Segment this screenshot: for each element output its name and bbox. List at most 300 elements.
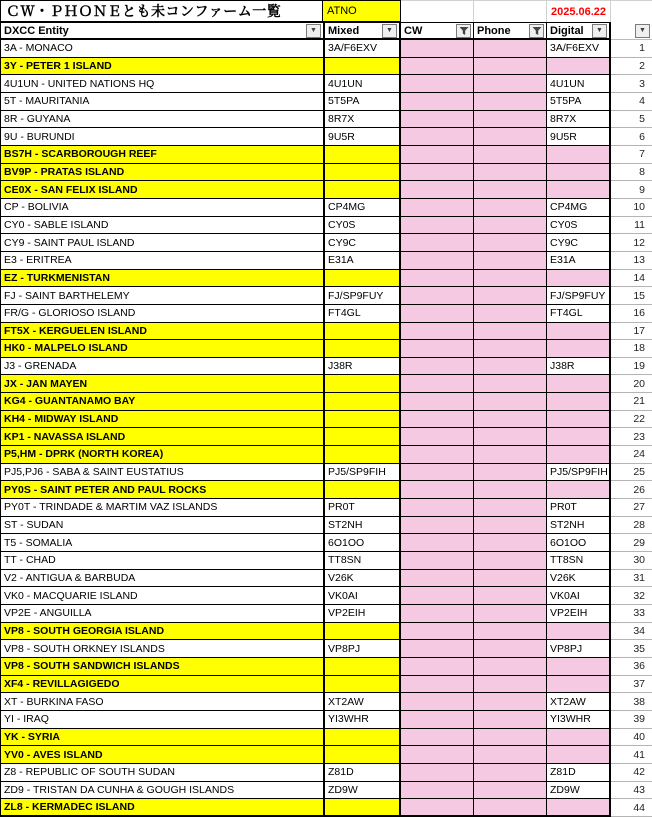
phone-cell[interactable] — [474, 305, 547, 323]
digital-cell[interactable]: PJ5/SP9FIH — [547, 464, 611, 482]
digital-cell[interactable]: XT2AW — [547, 693, 611, 711]
row-number[interactable]: 23 — [611, 428, 652, 446]
phone-cell[interactable] — [474, 252, 547, 270]
row-number[interactable]: 8 — [611, 164, 652, 182]
cw-cell[interactable] — [401, 587, 474, 605]
entity-cell[interactable]: CY0 - SABLE ISLAND — [0, 217, 323, 235]
row-number[interactable]: 11 — [611, 217, 652, 235]
mixed-cell[interactable] — [323, 623, 401, 641]
cw-cell[interactable] — [401, 375, 474, 393]
phone-cell[interactable] — [474, 411, 547, 429]
row-number[interactable]: 17 — [611, 323, 652, 341]
mixed-cell[interactable]: CY0S — [323, 217, 401, 235]
entity-cell[interactable]: KP1 - NAVASSA ISLAND — [0, 428, 323, 446]
table-row — [0, 693, 652, 711]
row-number[interactable]: 6 — [611, 128, 652, 146]
digital-cell[interactable] — [547, 181, 611, 199]
phone-cell[interactable] — [474, 199, 547, 217]
entity-cell[interactable]: BS7H - SCARBOROUGH REEF — [0, 146, 323, 164]
mixed-cell[interactable]: 3A/F6EXV — [323, 40, 401, 58]
mixed-cell[interactable] — [323, 428, 401, 446]
digital-cell[interactable] — [547, 676, 611, 694]
entity-cell[interactable]: PY0S - SAINT PETER AND PAUL ROCKS — [0, 481, 323, 499]
mixed-cell[interactable]: TT8SN — [323, 552, 401, 570]
phone-cell[interactable] — [474, 287, 547, 305]
entity-cell[interactable]: VP2E - ANGUILLA — [0, 605, 323, 623]
row-number[interactable]: 15 — [611, 287, 652, 305]
mixed-cell[interactable] — [323, 323, 401, 341]
row-number[interactable]: 4 — [611, 93, 652, 111]
phone-cell[interactable] — [474, 517, 547, 535]
phone-cell[interactable] — [474, 693, 547, 711]
column-header-dxcc-entity[interactable] — [0, 22, 323, 40]
cw-cell[interactable] — [401, 782, 474, 800]
digital-cell[interactable]: VK0AI — [547, 587, 611, 605]
entity-cell[interactable]: VK0 - MACQUARIE ISLAND — [0, 587, 323, 605]
cw-cell[interactable] — [401, 693, 474, 711]
cw-cell[interactable] — [401, 199, 474, 217]
mixed-cell[interactable]: YI3WHR — [323, 711, 401, 729]
cw-cell[interactable] — [401, 552, 474, 570]
phone-cell[interactable] — [474, 711, 547, 729]
digital-cell[interactable]: CY9C — [547, 234, 611, 252]
entity-cell[interactable]: VP8 - SOUTH GEORGIA ISLAND — [0, 623, 323, 641]
cw-cell[interactable] — [401, 605, 474, 623]
digital-cell[interactable] — [547, 323, 611, 341]
row-number[interactable]: 22 — [611, 411, 652, 429]
mixed-cell[interactable] — [323, 164, 401, 182]
digital-cell[interactable]: Z81D — [547, 764, 611, 782]
cw-cell[interactable] — [401, 40, 474, 58]
row-number[interactable]: 41 — [611, 746, 652, 764]
phone-cell[interactable] — [474, 658, 547, 676]
entity-cell[interactable]: 5T - MAURITANIA — [0, 93, 323, 111]
digital-cell[interactable]: 4U1UN — [547, 75, 611, 93]
phone-cell[interactable] — [474, 375, 547, 393]
phone-cell[interactable] — [474, 570, 547, 588]
row-number[interactable]: 30 — [611, 552, 652, 570]
cw-cell[interactable] — [401, 676, 474, 694]
cw-cell[interactable] — [401, 75, 474, 93]
row-number[interactable]: 29 — [611, 534, 652, 552]
mixed-cell[interactable]: V26K — [323, 570, 401, 588]
digital-cell[interactable]: CP4MG — [547, 199, 611, 217]
cw-cell[interactable] — [401, 146, 474, 164]
digital-cell[interactable] — [547, 428, 611, 446]
mixed-cell[interactable]: 9U5R — [323, 128, 401, 146]
mixed-cell[interactable] — [323, 799, 401, 817]
phone-cell[interactable] — [474, 534, 547, 552]
row-number[interactable]: 3 — [611, 75, 652, 93]
digital-cell[interactable] — [547, 411, 611, 429]
digital-cell[interactable] — [547, 729, 611, 747]
mixed-cell[interactable]: J38R — [323, 358, 401, 376]
phone-cell[interactable] — [474, 128, 547, 146]
filter-dropdown-button[interactable] — [635, 24, 650, 38]
table-row — [0, 746, 652, 764]
mixed-cell[interactable]: ST2NH — [323, 517, 401, 535]
cw-cell[interactable] — [401, 217, 474, 235]
cw-cell[interactable] — [401, 58, 474, 76]
mixed-cell[interactable]: VP8PJ — [323, 640, 401, 658]
digital-cell[interactable]: ST2NH — [547, 517, 611, 535]
digital-cell[interactable]: PR0T — [547, 499, 611, 517]
phone-cell[interactable] — [474, 623, 547, 641]
row-number[interactable]: 10 — [611, 199, 652, 217]
table-row — [0, 640, 652, 658]
row-number[interactable]: 44 — [611, 799, 652, 817]
phone-cell[interactable] — [474, 481, 547, 499]
column-header-digital[interactable] — [547, 22, 611, 40]
digital-cell[interactable] — [547, 799, 611, 817]
cw-cell[interactable] — [401, 764, 474, 782]
digital-cell[interactable]: E31A — [547, 252, 611, 270]
digital-cell[interactable] — [547, 164, 611, 182]
blank-cell[interactable] — [474, 0, 547, 22]
mixed-cell[interactable]: ZD9W — [323, 782, 401, 800]
phone-cell[interactable] — [474, 234, 547, 252]
entity-cell[interactable]: CY9 - SAINT PAUL ISLAND — [0, 234, 323, 252]
phone-cell[interactable] — [474, 446, 547, 464]
column-header-cw[interactable] — [401, 22, 474, 40]
row-number[interactable]: 5 — [611, 111, 652, 129]
entity-cell[interactable]: 3Y - PETER 1 ISLAND — [0, 58, 323, 76]
entity-cell[interactable]: KH4 - MIDWAY ISLAND — [0, 411, 323, 429]
row-number[interactable]: 14 — [611, 270, 652, 288]
entity-cell[interactable]: V2 - ANTIGUA & BARBUDA — [0, 570, 323, 588]
cw-cell[interactable] — [401, 711, 474, 729]
row-number[interactable]: 38 — [611, 693, 652, 711]
phone-cell[interactable] — [474, 93, 547, 111]
entity-cell[interactable]: BV9P - PRATAS ISLAND — [0, 164, 323, 182]
phone-cell[interactable] — [474, 799, 547, 817]
row-number[interactable]: 9 — [611, 181, 652, 199]
phone-cell[interactable] — [474, 499, 547, 517]
filter-funnel-button[interactable] — [456, 24, 471, 38]
table-row — [0, 711, 652, 729]
table-row — [0, 340, 652, 358]
row-number[interactable]: 18 — [611, 340, 652, 358]
entity-cell[interactable]: T5 - SOMALIA — [0, 534, 323, 552]
digital-cell[interactable] — [547, 340, 611, 358]
blank-cell[interactable] — [401, 0, 474, 22]
mixed-cell[interactable] — [323, 146, 401, 164]
row-number[interactable]: 42 — [611, 764, 652, 782]
row-number[interactable]: 32 — [611, 587, 652, 605]
mixed-cell[interactable] — [323, 411, 401, 429]
row-number[interactable]: 28 — [611, 517, 652, 535]
cw-cell[interactable] — [401, 323, 474, 341]
entity-cell[interactable]: E3 - ERITREA — [0, 252, 323, 270]
phone-cell[interactable] — [474, 393, 547, 411]
phone-cell[interactable] — [474, 587, 547, 605]
row-number[interactable]: 43 — [611, 782, 652, 800]
row-number[interactable]: 25 — [611, 464, 652, 482]
cw-cell[interactable] — [401, 428, 474, 446]
entity-cell[interactable]: ZD9 - TRISTAN DA CUNHA & GOUGH ISLANDS — [0, 782, 323, 800]
phone-cell[interactable] — [474, 746, 547, 764]
cw-cell[interactable] — [401, 746, 474, 764]
mixed-cell[interactable] — [323, 746, 401, 764]
entity-cell[interactable]: KG4 - GUANTANAMO BAY — [0, 393, 323, 411]
mixed-cell[interactable]: 4U1UN — [323, 75, 401, 93]
digital-cell[interactable] — [547, 481, 611, 499]
table-body — [0, 40, 652, 817]
mixed-cell[interactable]: PJ5/SP9FIH — [323, 464, 401, 482]
filter-dropdown-button[interactable] — [306, 24, 321, 38]
table-row — [0, 146, 652, 164]
entity-cell[interactable]: VP8 - SOUTH SANDWICH ISLANDS — [0, 658, 323, 676]
entity-cell[interactable]: EZ - TURKMENISTAN — [0, 270, 323, 288]
row-number[interactable]: 31 — [611, 570, 652, 588]
entity-cell[interactable]: Z8 - REPUBLIC OF SOUTH SUDAN — [0, 764, 323, 782]
row-number[interactable]: 27 — [611, 499, 652, 517]
phone-cell[interactable] — [474, 764, 547, 782]
mixed-cell[interactable] — [323, 270, 401, 288]
cw-cell[interactable] — [401, 93, 474, 111]
table-row — [0, 58, 652, 76]
mixed-cell[interactable]: CP4MG — [323, 199, 401, 217]
table-row — [0, 623, 652, 641]
entity-cell[interactable]: ST - SUDAN — [0, 517, 323, 535]
mixed-cell[interactable]: PR0T — [323, 499, 401, 517]
cw-cell[interactable] — [401, 181, 474, 199]
entity-cell[interactable]: YK - SYRIA — [0, 729, 323, 747]
table-row — [0, 411, 652, 429]
column-header-phone[interactable] — [474, 22, 547, 40]
phone-cell[interactable] — [474, 552, 547, 570]
row-number[interactable]: 16 — [611, 305, 652, 323]
entity-cell[interactable]: CP - BOLIVIA — [0, 199, 323, 217]
phone-cell[interactable] — [474, 464, 547, 482]
mixed-cell[interactable]: CY9C — [323, 234, 401, 252]
cw-cell[interactable] — [401, 305, 474, 323]
cw-cell[interactable] — [401, 234, 474, 252]
digital-cell[interactable]: 8R7X — [547, 111, 611, 129]
mixed-cell[interactable] — [323, 375, 401, 393]
chevron-down-icon: ▼ — [386, 27, 393, 34]
digital-cell[interactable]: 3A/F6EXV — [547, 40, 611, 58]
entity-cell[interactable]: FR/G - GLORIOSO ISLAND — [0, 305, 323, 323]
entity-cell[interactable]: 3A - MONACO — [0, 40, 323, 58]
filter-dropdown-button[interactable] — [592, 24, 607, 38]
table-row — [0, 446, 652, 464]
digital-cell[interactable] — [547, 270, 611, 288]
mixed-cell[interactable] — [323, 658, 401, 676]
phone-cell[interactable] — [474, 111, 547, 129]
mixed-cell[interactable]: XT2AW — [323, 693, 401, 711]
cw-cell[interactable] — [401, 446, 474, 464]
table-row — [0, 75, 652, 93]
mixed-cell[interactable]: 8R7X — [323, 111, 401, 129]
row-number[interactable]: 2 — [611, 58, 652, 76]
mixed-cell[interactable]: VK0AI — [323, 587, 401, 605]
digital-cell[interactable] — [547, 375, 611, 393]
page-title: ＣＷ・ＰＨＯＮＥとも未コンファーム一覧 — [0, 0, 323, 22]
digital-cell[interactable]: 9U5R — [547, 128, 611, 146]
entity-cell[interactable]: 8R - GUYANA — [0, 111, 323, 129]
mixed-cell[interactable] — [323, 181, 401, 199]
mixed-cell[interactable]: 6O1OO — [323, 534, 401, 552]
cw-cell[interactable] — [401, 729, 474, 747]
filter-dropdown-button[interactable] — [382, 24, 397, 38]
cw-cell[interactable] — [401, 464, 474, 482]
mixed-cell[interactable]: FJ/SP9FUY — [323, 287, 401, 305]
phone-cell[interactable] — [474, 58, 547, 76]
cw-cell[interactable] — [401, 340, 474, 358]
mixed-cell[interactable]: 5T5PA — [323, 93, 401, 111]
row-number[interactable]: 1 — [611, 40, 652, 58]
row-number[interactable]: 7 — [611, 146, 652, 164]
entity-cell[interactable]: FJ - SAINT BARTHELEMY — [0, 287, 323, 305]
atno-label-cell[interactable]: ATNO — [323, 0, 401, 22]
table-row — [0, 499, 652, 517]
digital-cell[interactable] — [547, 393, 611, 411]
mixed-cell[interactable] — [323, 729, 401, 747]
phone-cell[interactable] — [474, 217, 547, 235]
phone-cell[interactable] — [474, 181, 547, 199]
row-number[interactable]: 13 — [611, 252, 652, 270]
cw-cell[interactable] — [401, 799, 474, 817]
row-number[interactable]: 36 — [611, 658, 652, 676]
digital-cell[interactable] — [547, 146, 611, 164]
digital-cell[interactable]: CY0S — [547, 217, 611, 235]
digital-cell[interactable]: VP8PJ — [547, 640, 611, 658]
row-number[interactable]: 37 — [611, 676, 652, 694]
entity-cell[interactable]: ZL8 - KERMADEC ISLAND — [0, 799, 323, 817]
entity-cell[interactable]: J3 - GRENADA — [0, 358, 323, 376]
row-number[interactable]: 40 — [611, 729, 652, 747]
digital-cell[interactable]: TT8SN — [547, 552, 611, 570]
row-number[interactable]: 21 — [611, 393, 652, 411]
entity-cell[interactable]: 4U1UN - UNITED NATIONS HQ — [0, 75, 323, 93]
entity-cell[interactable]: PY0T - TRINDADE & MARTIM VAZ ISLANDS — [0, 499, 323, 517]
row-number[interactable]: 19 — [611, 358, 652, 376]
digital-cell[interactable]: 6O1OO — [547, 534, 611, 552]
phone-cell[interactable] — [474, 146, 547, 164]
column-header-rownum[interactable] — [611, 22, 652, 40]
entity-cell[interactable]: YI - IRAQ — [0, 711, 323, 729]
digital-cell[interactable] — [547, 446, 611, 464]
mixed-cell[interactable] — [323, 393, 401, 411]
row-number[interactable]: 12 — [611, 234, 652, 252]
phone-cell[interactable] — [474, 729, 547, 747]
cw-cell[interactable] — [401, 534, 474, 552]
column-header-mixed[interactable] — [323, 22, 401, 40]
mixed-cell[interactable]: FT4GL — [323, 305, 401, 323]
cw-cell[interactable] — [401, 128, 474, 146]
row-number[interactable]: 26 — [611, 481, 652, 499]
filter-funnel-button[interactable] — [529, 24, 544, 38]
blank-cell[interactable] — [611, 0, 652, 22]
row-number[interactable]: 35 — [611, 640, 652, 658]
phone-cell[interactable] — [474, 340, 547, 358]
entity-cell[interactable]: JX - JAN MAYEN — [0, 375, 323, 393]
phone-cell[interactable] — [474, 676, 547, 694]
mixed-cell[interactable] — [323, 58, 401, 76]
cw-cell[interactable] — [401, 570, 474, 588]
mixed-cell[interactable] — [323, 481, 401, 499]
entity-cell[interactable]: XF4 - REVILLAGIGEDO — [0, 676, 323, 694]
cw-cell[interactable] — [401, 358, 474, 376]
digital-cell[interactable]: J38R — [547, 358, 611, 376]
chevron-down-icon: ▼ — [310, 27, 317, 34]
entity-cell[interactable]: XT - BURKINA FASO — [0, 693, 323, 711]
mixed-cell[interactable]: VP2EIH — [323, 605, 401, 623]
cw-cell[interactable] — [401, 393, 474, 411]
cw-cell[interactable] — [401, 499, 474, 517]
entity-cell[interactable]: PJ5,PJ6 - SABA & SAINT EUSTATIUS — [0, 464, 323, 482]
table-row — [0, 799, 652, 817]
digital-cell[interactable]: VP2EIH — [547, 605, 611, 623]
digital-cell[interactable] — [547, 746, 611, 764]
entity-cell[interactable]: CE0X - SAN FELIX ISLAND — [0, 181, 323, 199]
digital-cell[interactable] — [547, 623, 611, 641]
mixed-cell[interactable]: E31A — [323, 252, 401, 270]
entity-cell[interactable]: TT - CHAD — [0, 552, 323, 570]
cw-cell[interactable] — [401, 517, 474, 535]
phone-cell[interactable] — [474, 640, 547, 658]
mixed-cell[interactable] — [323, 340, 401, 358]
digital-cell[interactable]: 5T5PA — [547, 93, 611, 111]
cw-cell[interactable] — [401, 658, 474, 676]
entity-cell[interactable]: 9U - BURUNDI — [0, 128, 323, 146]
table-row — [0, 164, 652, 182]
phone-cell[interactable] — [474, 323, 547, 341]
digital-cell[interactable]: FT4GL — [547, 305, 611, 323]
phone-cell[interactable] — [474, 270, 547, 288]
digital-cell[interactable]: YI3WHR — [547, 711, 611, 729]
cw-cell[interactable] — [401, 481, 474, 499]
digital-cell[interactable]: ZD9W — [547, 782, 611, 800]
row-number[interactable]: 33 — [611, 605, 652, 623]
cw-cell[interactable] — [401, 623, 474, 641]
digital-cell[interactable] — [547, 658, 611, 676]
cw-cell[interactable] — [401, 111, 474, 129]
row-number[interactable]: 20 — [611, 375, 652, 393]
table-row — [0, 181, 652, 199]
cw-cell[interactable] — [401, 411, 474, 429]
phone-cell[interactable] — [474, 40, 547, 58]
mixed-cell[interactable]: Z81D — [323, 764, 401, 782]
table-row — [0, 375, 652, 393]
phone-cell[interactable] — [474, 782, 547, 800]
digital-cell[interactable] — [547, 58, 611, 76]
phone-cell[interactable] — [474, 75, 547, 93]
mixed-cell[interactable] — [323, 676, 401, 694]
entity-cell[interactable]: P5,HM - DPRK (NORTH KOREA) — [0, 446, 323, 464]
cw-cell[interactable] — [401, 287, 474, 305]
phone-cell[interactable] — [474, 164, 547, 182]
phone-cell[interactable] — [474, 428, 547, 446]
cw-cell[interactable] — [401, 164, 474, 182]
phone-cell[interactable] — [474, 605, 547, 623]
cw-cell[interactable] — [401, 252, 474, 270]
entity-cell[interactable]: HK0 - MALPELO ISLAND — [0, 340, 323, 358]
row-number[interactable]: 24 — [611, 446, 652, 464]
cw-cell[interactable] — [401, 270, 474, 288]
digital-cell[interactable]: FJ/SP9FUY — [547, 287, 611, 305]
digital-cell[interactable]: V26K — [547, 570, 611, 588]
entity-cell[interactable]: YV0 - AVES ISLAND — [0, 746, 323, 764]
phone-cell[interactable] — [474, 358, 547, 376]
row-number[interactable]: 39 — [611, 711, 652, 729]
entity-cell[interactable]: FT5X - KERGUELEN ISLAND — [0, 323, 323, 341]
cw-cell[interactable] — [401, 640, 474, 658]
entity-cell[interactable]: VP8 - SOUTH ORKNEY ISLANDS — [0, 640, 323, 658]
mixed-cell[interactable] — [323, 446, 401, 464]
row-number[interactable]: 34 — [611, 623, 652, 641]
